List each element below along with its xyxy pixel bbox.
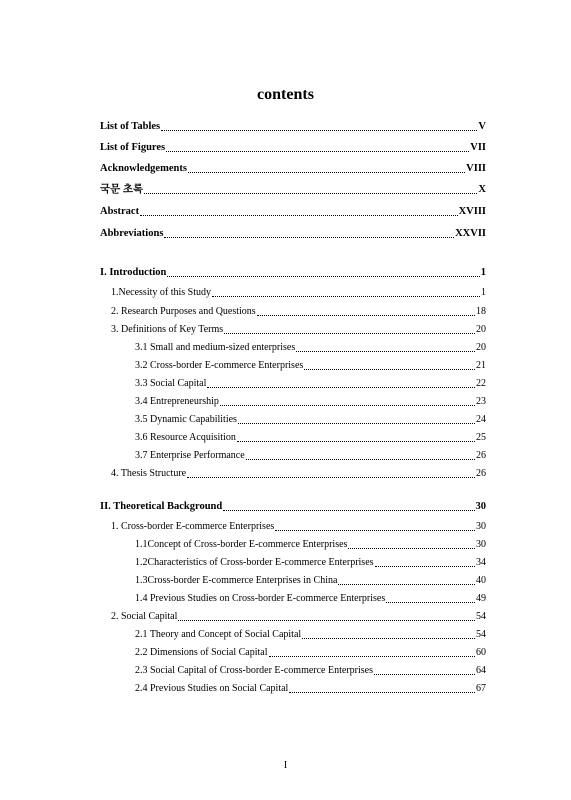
dot-leader <box>289 692 475 693</box>
toc-entry-page: 49 <box>476 593 486 604</box>
dot-leader <box>207 387 475 388</box>
toc-entry-label: I. Introduction <box>100 267 167 278</box>
toc-entry-label: 1.3Cross-border E-commerce Enterprises in China <box>135 575 338 586</box>
toc-entry[interactable] <box>135 449 486 463</box>
toc-entry-page: 60 <box>476 647 486 658</box>
toc-entry-label: List of Figures <box>100 142 166 153</box>
toc-entry-label: 2.3 Social Capital of Cross-border E-commerce Enterprises <box>135 665 373 676</box>
toc-entry[interactable] <box>111 305 486 319</box>
toc-entry-page: 24 <box>476 414 486 425</box>
toc-entry-label: 2.4 Previous Studies on Social Capital <box>135 683 289 694</box>
toc-entry-page: 20 <box>476 324 486 335</box>
toc-entry-page: 25 <box>476 432 486 443</box>
toc-entry-label: 2.2 Dimensions of Social Capital <box>135 647 268 658</box>
toc-entry[interactable] <box>135 556 486 570</box>
dot-leader <box>375 566 475 567</box>
toc-entry[interactable] <box>111 610 486 624</box>
toc-entry-label: 1.2Characteristics of Cross-border E-commerce Enterprises <box>135 557 374 568</box>
dot-leader <box>164 237 454 238</box>
toc-entry-page: VII <box>470 142 486 153</box>
dot-leader <box>386 602 475 603</box>
toc-entry-label: 3.3 Social Capital <box>135 378 207 389</box>
toc-chapter-introduction[interactable] <box>100 266 486 280</box>
toc-entry-label: 2. Research Purposes and Questions <box>111 306 256 317</box>
toc-entry-page: XVIII <box>458 206 486 217</box>
toc-entry[interactable] <box>135 628 486 642</box>
dot-leader <box>348 548 475 549</box>
toc-entry-acknowledgements[interactable] <box>100 162 486 176</box>
toc-entry-page: 30 <box>475 501 486 512</box>
toc-entry[interactable] <box>135 646 486 660</box>
toc-entry-page: 54 <box>476 629 486 640</box>
toc-entry-abstract[interactable] <box>100 205 486 219</box>
toc-entry-page: 30 <box>476 521 486 532</box>
toc-entry-page: X <box>478 184 486 195</box>
dot-leader <box>223 510 474 511</box>
toc-entry-label: Acknowledgements <box>100 163 187 174</box>
page-title: contents <box>257 86 314 103</box>
toc-entry-page: 1 <box>481 287 486 298</box>
dot-leader <box>269 656 476 657</box>
toc-entry-label: 3. Definitions of Key Terms <box>111 324 224 335</box>
toc-entry[interactable] <box>135 574 486 588</box>
toc-entry-page: V <box>478 121 486 132</box>
toc-entry-page: VIII <box>466 163 486 174</box>
dot-leader <box>275 530 475 531</box>
toc-entry-page: 22 <box>476 378 486 389</box>
toc-entry-abbreviations[interactable] <box>100 227 486 241</box>
dot-leader <box>237 441 475 442</box>
toc-entry[interactable] <box>135 359 486 373</box>
toc-entry[interactable] <box>135 682 486 696</box>
page-number: I <box>283 760 288 771</box>
toc-entry-label: 3.6 Resource Acquisition <box>135 432 236 443</box>
dot-leader <box>212 296 480 297</box>
toc-entry[interactable] <box>135 377 486 391</box>
toc-entry-label: 1.4 Previous Studies on Cross-border E-commerce Enterprises <box>135 593 386 604</box>
toc-entry[interactable] <box>135 592 486 606</box>
dot-leader <box>238 423 475 424</box>
toc-entry-label: 1.1Concept of Cross-border E-commerce Enterprises <box>135 539 348 550</box>
dot-leader <box>246 459 475 460</box>
toc-entry-page: XXVII <box>455 228 486 239</box>
toc-entry-label: 1. Cross-border E-commerce Enterprises <box>111 521 275 532</box>
dot-leader <box>161 130 477 131</box>
toc-entry-page: 18 <box>476 306 486 317</box>
toc-entry[interactable] <box>135 341 486 355</box>
dot-leader <box>257 315 475 316</box>
toc-entry[interactable] <box>111 286 486 300</box>
toc-entry[interactable] <box>135 395 486 409</box>
toc-entry-label: 3.5 Dynamic Capabilities <box>135 414 237 425</box>
dot-leader <box>302 638 475 639</box>
dot-leader <box>296 351 475 352</box>
toc-entry-korean-abstract[interactable] <box>100 183 486 197</box>
toc-entry-page: 20 <box>476 342 486 353</box>
dot-leader <box>144 193 477 194</box>
toc-entry-label: 3.4 Entrepreneurship <box>135 396 219 407</box>
dot-leader <box>140 215 457 216</box>
toc-entry-label: 1.Necessity of this Study <box>111 287 211 298</box>
toc-entry-list-of-tables[interactable] <box>100 120 486 134</box>
dot-leader <box>166 151 469 152</box>
toc-entry-label: 국문 초록 <box>100 184 144 195</box>
dot-leader <box>304 369 475 370</box>
dot-leader <box>224 333 475 334</box>
toc-entry-label: 3.1 Small and medium-sized enterprises <box>135 342 296 353</box>
toc-entry-page: 21 <box>476 360 486 371</box>
toc-entry-label: II. Theoretical Background <box>100 501 223 512</box>
toc-chapter-theoretical-background[interactable] <box>100 500 486 514</box>
toc-entry-page: 67 <box>476 683 486 694</box>
toc-entry-label: List of Tables <box>100 121 161 132</box>
toc-entry[interactable] <box>135 664 486 678</box>
toc-entry[interactable] <box>111 520 486 534</box>
toc-entry[interactable] <box>111 467 486 481</box>
toc-entry[interactable] <box>135 431 486 445</box>
toc-entry-page: 30 <box>476 539 486 550</box>
toc-entry[interactable] <box>135 538 486 552</box>
toc-entry-page: 54 <box>476 611 486 622</box>
dot-leader <box>187 477 475 478</box>
toc-entry-page: 1 <box>480 267 486 278</box>
toc-entry-label: Abstract <box>100 206 140 217</box>
toc-entry[interactable] <box>111 323 486 337</box>
toc-entry[interactable] <box>135 413 486 427</box>
toc-entry-label: 2.1 Theory and Concept of Social Capital <box>135 629 302 640</box>
toc-entry-page: 23 <box>476 396 486 407</box>
toc-entry-label: 2. Social Capital <box>111 611 178 622</box>
dot-leader <box>338 584 475 585</box>
toc-entry-label: Abbreviations <box>100 228 164 239</box>
dot-leader <box>178 620 475 621</box>
toc-entry-page: 40 <box>476 575 486 586</box>
dot-leader <box>220 405 475 406</box>
toc-entry-page: 34 <box>476 557 486 568</box>
toc-entry-page: 26 <box>476 450 486 461</box>
dot-leader <box>167 276 479 277</box>
dot-leader <box>374 674 475 675</box>
dot-leader <box>188 172 465 173</box>
toc-entry-label: 3.7 Enterprise Performance <box>135 450 245 461</box>
toc-entry-list-of-figures[interactable] <box>100 141 486 155</box>
toc-entry-page: 26 <box>476 468 486 479</box>
toc-entry-label: 3.2 Cross-border E-commerce Enterprises <box>135 360 304 371</box>
toc-entry-label: 4. Thesis Structure <box>111 468 187 479</box>
toc-entry-page: 64 <box>476 665 486 676</box>
